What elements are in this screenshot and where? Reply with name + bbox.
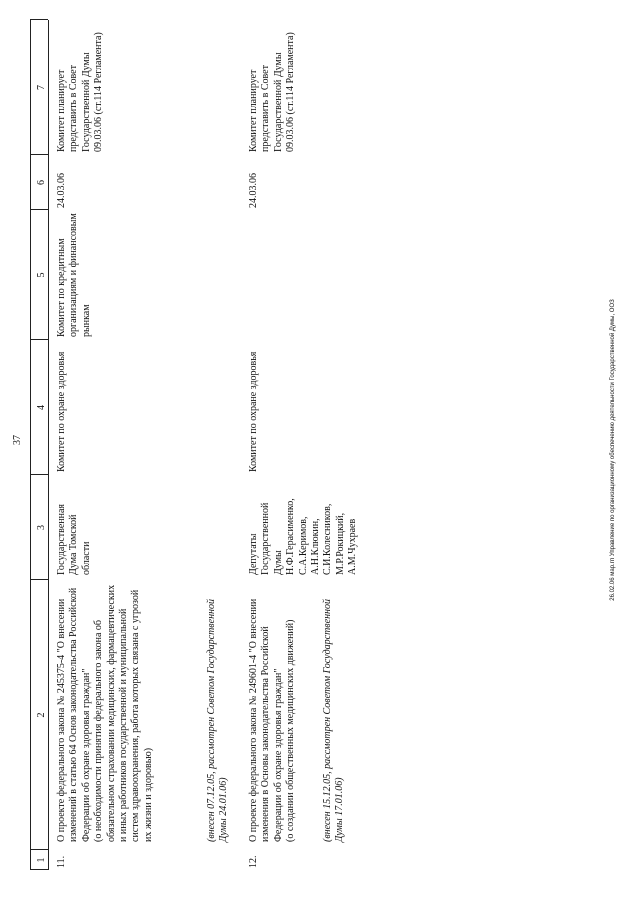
column-header-6: 6 — [36, 180, 47, 185]
column-header-3: 3 — [36, 525, 47, 530]
row-11-title: О проекте федерального закона № 245375-4 "О внесении изменений в статью 64 Основ законодательства Российской Федерации об охране здоровья граждан" (о необходимости принятия федерального закона об обязательном страховании медицинских, фармацевтических и иных работников государственной и муниципальной систем здравоохранения, работа которых связана с угрозой их жизни и здоровью) — [56, 584, 154, 842]
row-12-number: 12. — [248, 855, 259, 868]
row-12-committee: Комитет по охране здоровья — [248, 351, 259, 472]
page-number: 37 — [12, 435, 23, 445]
row-12-plan: Комитет планирует представить в Совет Государственной Думы 09.03.06 (ст.114 Регламента) — [248, 32, 297, 152]
row-11-number: 11. — [56, 855, 67, 868]
column-header-7: 7 — [36, 85, 47, 90]
column-header-5: 5 — [36, 272, 47, 278]
row-12-title: О проекте федерального закона № 249601-4 "О внесении изменения в Основы законодательства Российской Федерации об охране здоровья граждан" (о создании общественных медицинских движений) — [248, 598, 297, 842]
row-12-author: Депутаты Государственной Думы Н.Ф.Герасименко, С.А.Керимов, А.Н.Клюкин, С.И.Колесников, М.Р.Рокицкий, А.М.Чухраев — [248, 498, 359, 575]
column-header-1: 1 — [36, 857, 47, 863]
row-11-plan: Комитет планирует представить в Совет Государственной Думы 09.03.06 (ст.114 Регламента) — [56, 32, 105, 152]
row-11-author: Государственная Дума Томской области — [56, 503, 92, 575]
row-11-co-committee: Комитет по кредитным организациям и финансовым рынкам — [56, 213, 92, 337]
row-11-note: (внесен 07.12.05, рассмотрен Советом Государственной Думы 24.01.06) — [206, 598, 230, 842]
column-header-4: 4 — [36, 405, 47, 410]
column-header-2: 2 — [36, 712, 47, 718]
row-12-note: (внесен 15.12.05, рассмотрен Советом Государственной Думы 17.01.06) — [322, 598, 346, 842]
header-top-border — [30, 20, 31, 870]
page-footer: 26.02.06 мар.гп Управление по организационному обеспечению деятельности Государственной Думы, ООЗ — [610, 299, 616, 601]
row-12-date: 24.03.06 — [248, 173, 259, 208]
row-11-date: 24.03.06 — [56, 173, 67, 208]
header-bottom-border — [48, 20, 49, 870]
row-11-committee: Комитет по охране здоровья — [56, 351, 67, 472]
